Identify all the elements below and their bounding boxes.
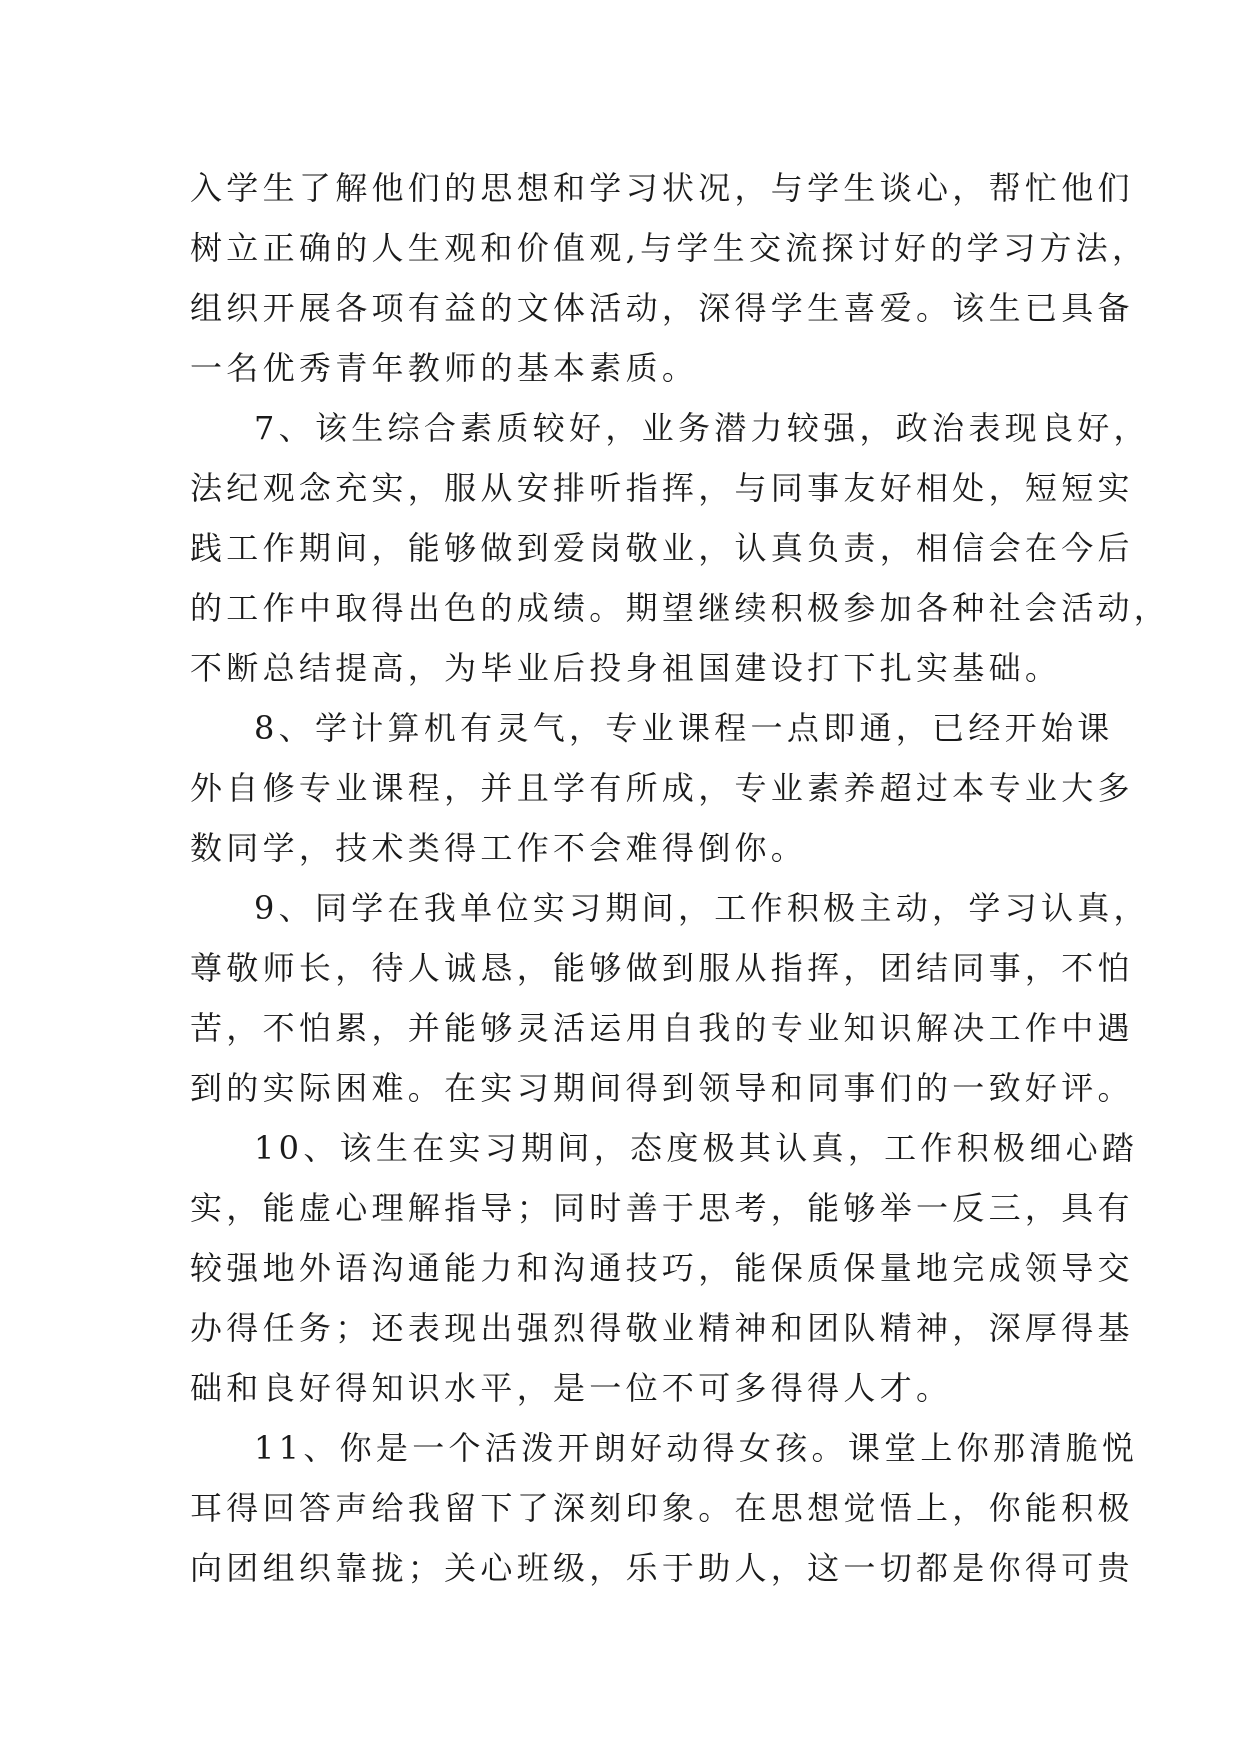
text-line: 的工作中取得出色的成绩。期望继续积极参加各种社会活动， <box>190 589 1171 627</box>
text-line: 数同学，技术类得工作不会难得倒你。 <box>190 829 808 867</box>
text-line: 7、该生综合素质较好，业务潜力较强，政治表现良好， <box>254 409 1150 447</box>
text-line: 办得任务；还表现出强烈得敬业精神和团队精神，深厚得基 <box>190 1309 1134 1347</box>
text-line: 苦，不怕累，并能够灵活运用自我的专业知识解决工作中遇 <box>190 1009 1134 1047</box>
text-line: 向团组织靠拢；关心班级，乐于助人，这一切都是你得可贵 <box>190 1549 1134 1587</box>
text-line: 入学生了解他们的思想和学习状况，与学生谈心，帮忙他们 <box>190 169 1134 207</box>
text-line: 实，能虚心理解指导；同时善于思考，能够举一反三，具有 <box>190 1189 1134 1227</box>
text-line: 耳得回答声给我留下了深刻印象。在思想觉悟上，你能积极 <box>190 1489 1134 1527</box>
text-line: 9、同学在我单位实习期间，工作积极主动，学习认真， <box>254 889 1150 927</box>
text-line: 树立正确的人生观和价值观,与学生交流探讨好的学习方法， <box>190 229 1149 267</box>
text-line: 较强地外语沟通能力和沟通技巧，能保质保量地完成领导交 <box>190 1249 1134 1287</box>
text-line: 一名优秀青年教师的基本素质。 <box>190 349 699 387</box>
document-body <box>190 158 1171 1598</box>
text-line: 外自修专业课程，并且学有所成，专业素养超过本专业大多 <box>190 769 1134 807</box>
text-line: 8、学计算机有灵气，专业课程一点即通，已经开始课 <box>254 709 1114 747</box>
text-line: 到的实际困难。在实习期间得到领导和同事们的一致好评。 <box>190 1069 1134 1107</box>
text-line: 法纪观念充实，服从安排听指挥，与同事友好相处，短短实 <box>190 469 1134 507</box>
text-line: 尊敬师长，待人诚恳，能够做到服从指挥，团结同事，不怕 <box>190 949 1134 987</box>
text-line: 础和良好得知识水平，是一位不可多得得人才。 <box>190 1369 953 1407</box>
text-line: 11、你是一个活泼开朗好动得女孩。课堂上你那清脆悦 <box>254 1429 1139 1467</box>
text-line: 10、该生在实习期间，态度极其认真，工作积极细心踏 <box>254 1129 1139 1167</box>
text-line: 不断总结提高，为毕业后投身祖国建设打下扎实基础。 <box>190 649 1062 687</box>
text-line: 组织开展各项有益的文体活动，深得学生喜爱。该生已具备 <box>190 289 1134 327</box>
text-line: 践工作期间，能够做到爱岗敬业，认真负责，相信会在今后 <box>190 529 1134 567</box>
